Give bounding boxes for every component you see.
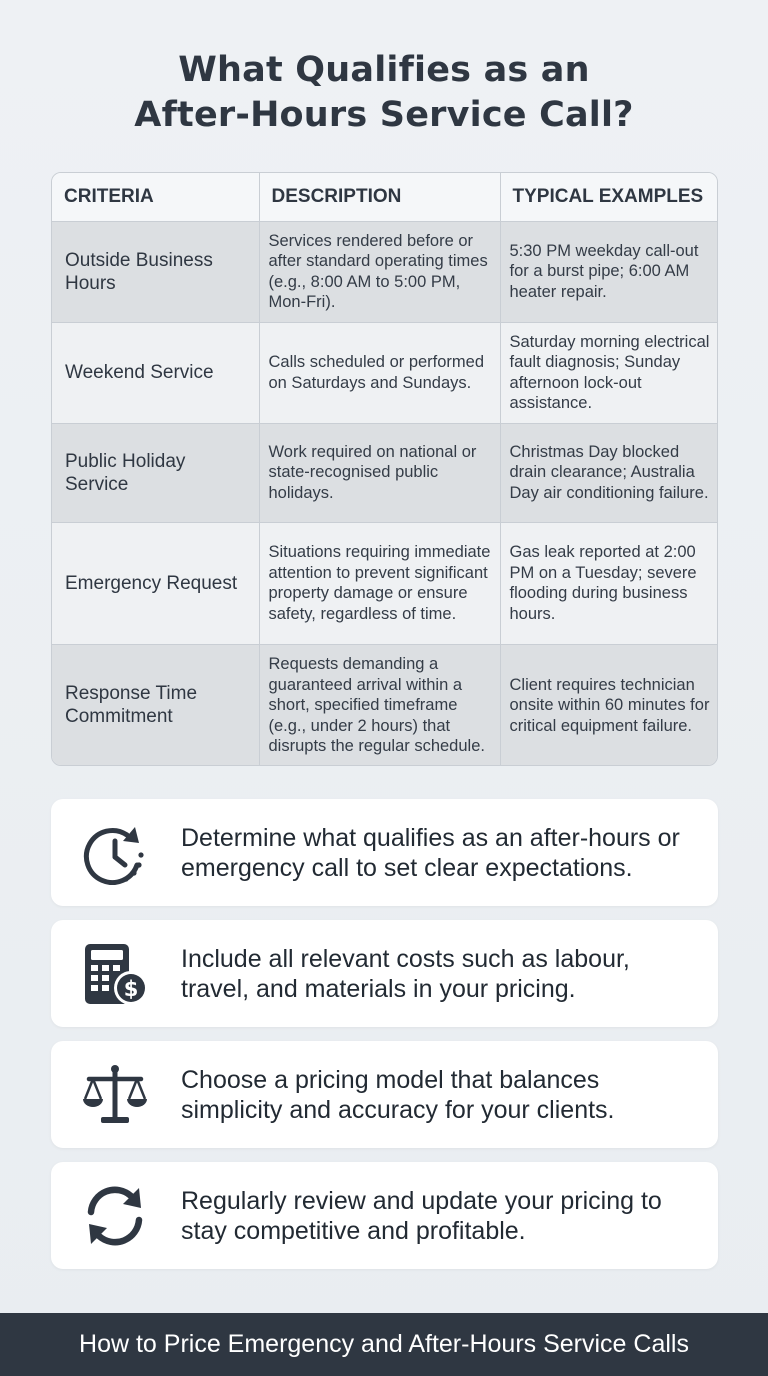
header-description: DESCRIPTION	[259, 173, 500, 221]
description-cell: Work required on national or state-recognised public holidays.	[259, 423, 500, 522]
examples-cell: Saturday morning electrical fault diagnosis; Sunday afternoon lock-out assistance.	[500, 322, 718, 423]
svg-text:$: $	[123, 977, 139, 1001]
table-row	[52, 644, 718, 766]
examples-cell: Gas leak reported at 2:00 PM on a Tuesday; severe flooding during business hours.	[500, 522, 718, 644]
balance-scale-icon	[81, 1063, 149, 1127]
examples-cell: 5:30 PM weekday call-out for a burst pipe; 6:00 AM heater repair.	[500, 221, 718, 322]
criteria-cell: Weekend Service	[52, 322, 259, 423]
description-cell: Calls scheduled or performed on Saturdays and Sundays.	[259, 322, 500, 423]
refresh-icon	[81, 1184, 149, 1248]
tip-text: Choose a pricing model that balances simplicity and accuracy for your clients.	[181, 1066, 615, 1124]
table-row	[52, 522, 718, 644]
header-criteria: CRITERIA	[52, 173, 259, 221]
description-cell: Services rendered before or after standard operating times (e.g., 8:00 AM to 5:00 PM, Mon-Fri).	[259, 221, 500, 322]
tip-text: Determine what qualifies as an after-hours or emergency call to set clear expectations.	[181, 824, 680, 882]
calculator-dollar-icon	[81, 942, 149, 1006]
header-typical-examples: TYPICAL EXAMPLES	[500, 173, 718, 221]
criteria-cell: Public Holiday Service	[52, 423, 259, 522]
criteria-cell: Emergency Request	[52, 522, 259, 644]
title-line-2: After-Hours Service Call?	[134, 95, 634, 135]
table-row	[52, 322, 718, 423]
tip-text: Include all relevant costs such as labour, travel, and materials in your pricing.	[181, 945, 630, 1003]
examples-cell: Christmas Day blocked drain clearance; Australia Day air conditioning failure.	[500, 423, 718, 522]
title-line-1: What Qualifies as an	[178, 50, 590, 90]
tip-card	[51, 1041, 718, 1148]
table-row	[52, 423, 718, 522]
criteria-cell: Response Time Commitment	[52, 644, 259, 766]
description-cell: Situations requiring immediate attention to prevent significant property damage or ensure safety, regardless of time.	[259, 522, 500, 644]
tip-card	[51, 799, 718, 906]
description-cell: Requests demanding a guaranteed arrival within a short, specified timeframe (e.g., under 2 hours) that disrupts the regular schedule.	[259, 644, 500, 766]
tip-card	[51, 1162, 718, 1269]
criteria-cell: Outside Business Hours	[52, 221, 259, 322]
criteria-table	[51, 172, 718, 766]
clock-arrow-icon	[81, 821, 149, 885]
table-row	[52, 221, 718, 322]
page-title	[0, 48, 768, 138]
tip-card	[51, 920, 718, 1027]
table-header-row	[52, 173, 718, 221]
footer-banner: How to Price Emergency and After-Hours Service Calls	[0, 1313, 768, 1376]
examples-cell: Client requires technician onsite within 60 minutes for critical equipment failure.	[500, 644, 718, 766]
tip-text: Regularly review and update your pricing to stay competitive and profitable.	[181, 1187, 662, 1245]
